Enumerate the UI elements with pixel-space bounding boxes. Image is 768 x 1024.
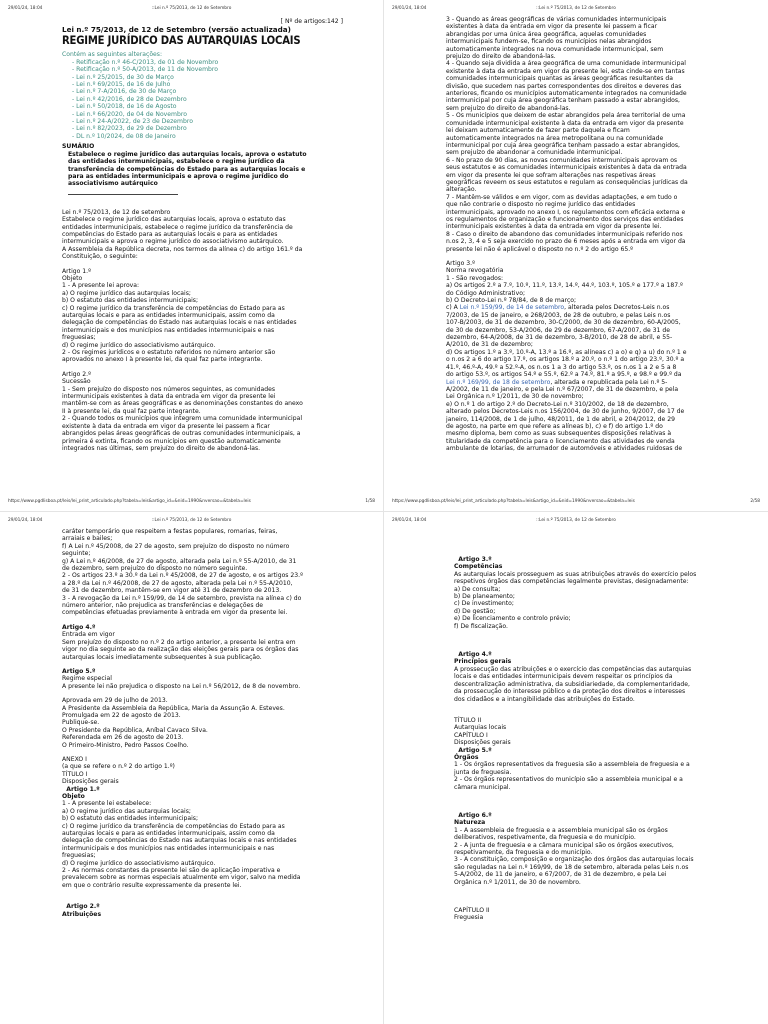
text-line: 7/2003, de 15 de janeiro, e 268/2003, de 28 de outubro, e pelas Leis n.os bbox=[446, 311, 671, 319]
text-line: Atribuições bbox=[62, 910, 102, 918]
text-line: Artigo 4.º bbox=[454, 651, 492, 659]
text-line: f) A Lei n.º 45/2008, de 27 de agosto, sem prejuízo do disposto no número bbox=[62, 542, 290, 550]
text-line: alteração. bbox=[446, 186, 477, 194]
text-line: do Código Administrativo; bbox=[446, 289, 525, 297]
text-line: Artigo 1.º bbox=[62, 267, 91, 275]
blank-line bbox=[62, 661, 363, 668]
text-line: abrangidos pelas áreas geográficas de outras comunidades intermunicipais, a bbox=[62, 430, 301, 438]
law-body bbox=[454, 556, 748, 922]
print-date: 29/01/24, 18:04 bbox=[392, 518, 427, 523]
text-line: A Presidente da Assembleia da República, Maria da Assunção A. Esteves. bbox=[62, 704, 285, 712]
sumario-line: transferência de competências do Estado para as autarquias locais e bbox=[68, 165, 306, 173]
text-line: b) O Decreto-Lei n.º 78/84, de 8 de março; bbox=[446, 297, 577, 305]
text-line: Artigo 2.º bbox=[62, 370, 91, 378]
law-heading: REGIME JURÍDICO DAS AUTARQUIAS LOCAIS bbox=[62, 34, 301, 48]
text-line: de agosto, na parte em que refere as alíneas b), c) e f) do artigo 1.º do bbox=[446, 422, 663, 430]
document-page-4 bbox=[384, 512, 768, 1024]
text-line: 1 - A presente lei estabelece: bbox=[62, 800, 152, 808]
text-line: freguesias; bbox=[62, 852, 96, 860]
blank-line bbox=[454, 637, 748, 644]
alteration-link[interactable]: - Retificação n.º 46-C/2013, de 01 de Novembro bbox=[72, 58, 219, 66]
text-line: ambulante de lotarias, de arrumador de automóveis e atividades ruidosas de bbox=[446, 445, 683, 453]
text-line: 1 - Sem prejuízo do disposto nos números seguintes, as comunidades bbox=[62, 385, 276, 393]
text-line: f) De fiscalização. bbox=[454, 622, 508, 630]
text-line: intermunicipais e dos municípios nas entidades intermunicipais e nas bbox=[62, 326, 275, 334]
text-line: abrangidas por uma única área geográfica, aquelas comunidades bbox=[446, 30, 647, 38]
text-line: a) O regime jurídico das autarquias locais; bbox=[62, 807, 191, 815]
text-line: dezembro, 64-A/2008, de 31 de dezembro, 3-B/2010, de 28 de abril, e 55- bbox=[446, 334, 673, 342]
text-line: comunidade intermunicipal existente à data da entrada em vigor da presente bbox=[446, 119, 684, 127]
sumario-line: para as entidades intermunicipais e aprova o regime jurídico do bbox=[68, 172, 289, 180]
text-line: dos cidadãos e a intangibilidade das atribuições do Estado. bbox=[454, 695, 635, 703]
document-page-2 bbox=[384, 0, 768, 512]
text-line: d) O regime jurídico do associativismo autárquico. bbox=[62, 859, 216, 867]
text-line: Constituição, o seguinte: bbox=[62, 253, 138, 261]
blank-line bbox=[454, 644, 748, 651]
blank-line bbox=[62, 896, 363, 903]
text-line: g) A Lei n.º 46/2008, de 27 de agosto, alterada pela Lei n.º 55-A/2010, de 31 bbox=[62, 557, 297, 565]
text-line: respetivos órgãos das competências legalmente previstas, designadamente: bbox=[454, 578, 689, 586]
text-line: deliberativos, respetivamente, da freguesia e do município. bbox=[454, 834, 636, 842]
text-line: anteriores, ficando os municípios automaticamente integrados na comunidade bbox=[446, 90, 687, 98]
text-line: a 28.º da Lei n.º 46/2008, de 27 de agosto, alterada pela Lei n.º 55-A/2010, bbox=[62, 579, 293, 587]
blank-line bbox=[446, 253, 748, 260]
text-line: 107-B/2003, de 31 de dezembro, 30-C/2000, de 30 de dezembro, 60-A/2005, bbox=[446, 319, 681, 327]
text-line: c) O regime jurídico da transferência de competências do Estado para as bbox=[62, 304, 285, 312]
text-line: alterado pelos Decretos-Leis n.os 156/2004, de 30 de junho, 9/2007, de 17 de bbox=[446, 408, 685, 416]
text-line: intermunicipal por cuja área geográfica tenham passado a estar abrangidos, bbox=[446, 97, 680, 105]
print-title: ::Lei n.º 75/2013, de 12 de Setembro bbox=[536, 518, 616, 523]
text-line: Promulgada em 22 de agosto de 2013. bbox=[62, 711, 181, 719]
text-line: TÍTULO II bbox=[454, 716, 482, 724]
text-line: intermunicipal por cuja área geográfica tenham passado a estar abrangidos, bbox=[446, 141, 680, 149]
blank-line bbox=[454, 630, 748, 637]
text-line: Artigo 5.º bbox=[454, 746, 492, 754]
sumario-line: associativismo autárquico bbox=[68, 180, 158, 188]
text-line: que não contrarie o disposto no regime jurídico das entidades bbox=[446, 201, 636, 209]
page-header bbox=[392, 6, 760, 14]
law-title: Lei n.º 75/2013, de 12 de Setembro (versão actualizada) bbox=[62, 25, 291, 35]
print-title: ::Lei n.º 75/2013, de 12 de Setembro bbox=[151, 518, 232, 523]
law-body bbox=[62, 209, 363, 453]
text-line: 5 - Os municípios que deixem de estar abrangidos pela área territorial de uma bbox=[446, 112, 686, 120]
text-line: Entrada em vigor bbox=[62, 631, 115, 639]
text-line: d) O regime jurídico do associativismo autárquico. bbox=[62, 341, 216, 349]
text-line: a) De consulta; bbox=[454, 585, 501, 593]
text-line: Competências bbox=[454, 563, 503, 571]
text-line: locais e das entidades intermunicipais devem respeitar os princípios da bbox=[454, 673, 673, 681]
text-line: a) O regime jurídico das autarquias locais; bbox=[62, 289, 191, 297]
text-line: seus estatutos e as comunidades intermunicipais existentes à data da entrada bbox=[446, 164, 687, 172]
alteration-link[interactable]: - Lei n.º 24-A/2022, de 23 de Dezembro bbox=[72, 118, 193, 126]
text-line: CAPÍTULO I bbox=[454, 731, 488, 739]
page-url: https://www.pgdlisboa.pt/leis/lei_print_articulado.php?tabela=leis&artigo_id=&nid=1990&nversao=&tabela=leis bbox=[8, 499, 251, 504]
text-line: e) O n.º 1 do artigo 2.º do Decreto-Lei n.º 310/2002, de 18 de dezembro, bbox=[446, 400, 669, 408]
text-line: a) Os artigos 2.º a 7.º, 10.º, 11.º, 13.º, 14.º, 44.º, 103.º, 105.º e 177.º a 187.º bbox=[446, 282, 683, 290]
text-line: intermunicipais e aprova o regime jurídico do associativismo autárquico. bbox=[62, 238, 284, 246]
blank-line bbox=[454, 703, 748, 710]
text-line: câmara municipal. bbox=[454, 783, 511, 791]
text-line: delegação de competências do Estado nas autarquias locais e nas entidades bbox=[62, 837, 297, 845]
text-line: Sucessão bbox=[62, 378, 91, 386]
print-date: 29/01/24, 18:04 bbox=[8, 518, 43, 523]
text-line: 1 - A presente lei aprova: bbox=[62, 282, 140, 290]
text-line: O Presidente da República, Aníbal Cavaco Silva. bbox=[62, 726, 208, 734]
text-line: 2 - Os regimes jurídicos e o estatuto referidos no número anterior são bbox=[62, 349, 276, 357]
text-line: Regime especial bbox=[62, 675, 112, 683]
text-line: existente à data da entrada em vigor da presente lei, esta cinde-se em tantas bbox=[446, 67, 685, 75]
text-line: 2 - Os órgãos representativos do município são a assembleia municipal e a bbox=[454, 776, 683, 784]
text-line: Referendada em 26 de agosto de 2013. bbox=[62, 734, 184, 742]
text-line: Lei Orgânica n.º 1/2011, de 30 de novembro; bbox=[446, 393, 584, 401]
text-line: prevalecem sobre as normas especiais atualmente em vigor, salvo na medida bbox=[62, 874, 301, 882]
text-line: arraiais e bailes; bbox=[62, 535, 113, 543]
text-line: titularidade da competência para o licenciamento das atividades de venda bbox=[446, 437, 675, 445]
text-line: intermunicipais existentes à data da entrada em vigor da presente lei. bbox=[446, 223, 662, 231]
text-line: sem prejuízo do direito de abandoná-las. bbox=[446, 104, 571, 112]
print-date: 29/01/24, 18:04 bbox=[392, 6, 427, 11]
text-line: A/2010, de 31 de dezembro; bbox=[446, 341, 533, 349]
alterations-list bbox=[62, 59, 363, 140]
alteration-link[interactable]: - Lei n.º 25/2015, de 30 de Março bbox=[72, 73, 174, 81]
text-line: intermunicipais e dos municípios nas entidades intermunicipais e nas bbox=[62, 844, 275, 852]
text-line: Princípios gerais bbox=[454, 658, 512, 666]
page-header bbox=[392, 518, 760, 526]
text-line: d) Os artigos 1.º a 3.º, 10.º-A, 13.º a 16.º, as alíneas c) a o) e q) a u) do n.º 1 e bbox=[446, 348, 687, 356]
sumario-line: das entidades intermunicipais, estabelece o regime jurídico da bbox=[68, 158, 285, 166]
text-line: d) De gestão; bbox=[454, 607, 496, 615]
blank-line bbox=[62, 261, 363, 268]
text-line: comunidades intermunicipais quantas as áreas geográficas resultantes da bbox=[446, 75, 673, 83]
page-content bbox=[454, 556, 748, 922]
text-line: Artigo 6.º bbox=[454, 811, 492, 819]
text-line: Publique-se. bbox=[62, 719, 100, 727]
text-line: intermunicipais fundem-se, ficando os municípios nelas abrangidos bbox=[446, 38, 652, 46]
text-line: em que o contrário resulte expressamente da presente lei. bbox=[62, 881, 242, 889]
text-line: primeira é extinta, ficando os municípios em questão automaticamente bbox=[62, 437, 281, 445]
text-line: caráter temporário que respeitem a festas populares, romarias, feiras, bbox=[62, 528, 278, 535]
alteration-link[interactable]: - Lei n.º 7-A/2016, de 30 de Março bbox=[72, 88, 177, 96]
text-line: b) O estatuto das entidades intermunicipais; bbox=[62, 297, 199, 305]
page-footer bbox=[392, 499, 760, 507]
text-line: autarquias locais e para as entidades intermunicipais, assim como da bbox=[62, 830, 275, 838]
text-line: O Primeiro-Ministro, Pedro Passos Coelho. bbox=[62, 741, 189, 749]
alteration-link[interactable]: - DL n.º 10/2024, de 08 de Janeiro bbox=[72, 132, 176, 140]
text-line: 3 - A revogação da Lei n.º 159/99, de 14 de setembro, prevista na alínea c) do bbox=[62, 594, 302, 602]
text-line: número anterior, não prejudica as transferências e delegações de bbox=[62, 602, 264, 610]
text-line: ANEXO I bbox=[62, 755, 87, 763]
sumario-line: Estabelece o regime jurídico das autarquias locais, aprova o estatuto bbox=[68, 150, 307, 158]
alteration-link[interactable]: - Lei n.º 50/2018, de 16 de Agosto bbox=[72, 103, 177, 111]
page-number: 1/58 bbox=[365, 499, 375, 504]
text-line: 4 - Quando seja dividida a área geográfica de uma comunidade intermunicipal bbox=[446, 60, 686, 68]
text-line: b) De planeamento; bbox=[454, 593, 515, 601]
text-line: 8 - Caso o direito de abandono das comunidades intermunicipais referido nos bbox=[446, 230, 683, 238]
alteration-link[interactable]: - Lei n.º 82/2023, de 29 de Dezembro bbox=[72, 125, 187, 133]
page-header bbox=[8, 6, 375, 14]
text-line: 3 - A constituição, composição e organização dos órgãos das autarquias locais bbox=[454, 856, 694, 864]
text-line: de 30 de dezembro, 53-A/2006, de 29 de dezembro, 67-A/2007, de 31 de bbox=[446, 326, 670, 334]
blank-line bbox=[62, 690, 363, 697]
text-line: c) O regime jurídico da transferência de competências do Estado para as bbox=[62, 822, 285, 830]
text-line: A/2002, de 11 de janeiro, e pela Lei n.º 67/2007, de 31 de dezembro, e pela bbox=[446, 385, 679, 393]
text-line: As autarquias locais prosseguem as suas atribuições através do exercício pelos bbox=[454, 570, 697, 578]
text-line: A prossecução das atribuições e o exercício das competências das autarquias bbox=[454, 665, 692, 673]
text-line: Norma revogatória bbox=[446, 267, 504, 275]
blank-line bbox=[62, 617, 363, 624]
text-line: TÍTULO I bbox=[62, 770, 88, 778]
text-line: integrados nas últimas, sem prejuízo do direito de abandoná-las. bbox=[62, 444, 261, 452]
text-line: Artigo 3.º bbox=[454, 556, 492, 563]
text-line: b) O estatuto das entidades intermunicipais; bbox=[62, 815, 199, 823]
text-line: divisão, que sucedem nas partes correspondentes dos direitos e deveres das bbox=[446, 82, 682, 90]
blank-line bbox=[454, 791, 748, 798]
alteration-link[interactable]: - Lei n.º 42/2016, de 28 de Dezembro bbox=[72, 95, 187, 103]
alteration-link[interactable]: - Retificação n.º 50-A/2013, de 11 de Novembro bbox=[72, 66, 218, 74]
text-line: delegação de competências do Estado nas autarquias locais e nas entidades bbox=[62, 319, 297, 327]
text-line: Lei n.º 75/2013, de 12 de setembro bbox=[62, 208, 171, 216]
text-line: Lei n.º 169/99, de 18 de setembro, alterada e republicada pela Lei n.º 5- bbox=[446, 378, 668, 386]
print-title: ::Lei n.º 75/2013, de 12 de Setembro bbox=[151, 6, 232, 11]
text-line: mesmo diploma, bem como as suas subsequentes disposições relativas à bbox=[446, 430, 672, 438]
text-line: A Assembleia da República decreta, nos termos da alínea c) do artigo 161.º da bbox=[62, 245, 303, 253]
text-line: 2 - Quando todos os municípios que integrem uma comunidade intermunicipal bbox=[62, 415, 303, 423]
text-line: 2 - Os artigos 23.º a 30.º da Lei n.º 45/2008, de 27 de agosto, e os artigos 23.º bbox=[62, 572, 303, 580]
text-line: Aprovada em 29 de julho de 2013. bbox=[62, 697, 168, 705]
blank-line bbox=[454, 798, 748, 805]
text-line: vigor no dia seguinte ao da realização das eleições gerais para os órgãos das bbox=[62, 646, 299, 654]
text-line: Disposições gerais bbox=[62, 778, 119, 786]
text-line: intermunicipais existentes à data da entrada em vigor da presente lei bbox=[62, 393, 276, 401]
text-line: automaticamente integrados na área metropolitana ou na comunidade bbox=[446, 134, 664, 142]
text-line: c) A Lei n.º 159/99, de 14 de setembro, alterada pelos Decretos-Leis n.os bbox=[446, 304, 670, 312]
text-line: c) De investimento; bbox=[454, 600, 514, 608]
text-line: aprovados no anexo I à presente lei, da qual faz parte integrante. bbox=[62, 356, 263, 364]
text-line: 1 - Os órgãos representativos da freguesia são a assembleia de freguesia e a bbox=[454, 761, 690, 769]
blank-line bbox=[454, 900, 748, 907]
text-line: Disposições gerais bbox=[454, 739, 511, 747]
article-count: [ Nº de artigos:142 ] bbox=[280, 18, 343, 25]
page-footer bbox=[8, 499, 375, 507]
page-content bbox=[446, 16, 748, 453]
alterations-label: Contém as seguintes alterações: bbox=[62, 51, 163, 59]
text-line: Natureza bbox=[454, 819, 486, 827]
text-line: e) De licenciamento e controlo prévio; bbox=[454, 615, 571, 623]
text-line: intermunicipais, aprovado no anexo I, os regulamentos com eficácia externa e bbox=[446, 208, 686, 216]
text-line: 3 - Quando as áreas geográficas de várias comunidades intermunicipais bbox=[446, 16, 667, 23]
page-number: 2/58 bbox=[750, 499, 760, 504]
text-line: autarquias locais e para as entidades intermunicipais, assim como da bbox=[62, 312, 275, 319]
text-line: Autarquias locais bbox=[454, 724, 507, 732]
page-header bbox=[8, 518, 375, 526]
blank-line bbox=[454, 893, 748, 900]
text-line: automaticamente integrados na nova comunidade intermunicipal, sem bbox=[446, 45, 664, 53]
text-line: do artigo 53.º, os artigos 54.º e 55.º, 62.º a 74.º, 81.º a 95.º, e 98.º e 99.º da bbox=[446, 371, 682, 379]
text-line: Artigo 2.º bbox=[62, 903, 100, 911]
text-line: 6 - No prazo de 90 dias, as novas comunidades intermunicipais aprovam os bbox=[446, 156, 678, 164]
law-link[interactable]: Lei n.º 169/99, de 18 de setembro bbox=[446, 378, 551, 386]
text-line: 7 - Mantêm-se válidos e em vigor, com as devidas adaptações, e em tudo o bbox=[446, 193, 678, 201]
blank-line bbox=[454, 805, 748, 812]
text-line: presente lei não é aplicável o disposto no n.º 2 do artigo 65.º bbox=[446, 245, 634, 253]
document-page-3 bbox=[0, 512, 384, 1024]
law-body bbox=[446, 16, 748, 453]
text-line: Artigo 1.º bbox=[62, 785, 100, 793]
blank-line bbox=[454, 710, 748, 717]
text-line: em vigor da presente lei que sofram alterações nas respetivas áreas bbox=[446, 171, 656, 179]
text-line: respetivamente, da freguesia e do município. bbox=[454, 849, 593, 856]
alteration-link[interactable]: - Lei n.º 69/2015, de 16 de Julho bbox=[72, 81, 171, 89]
divider bbox=[68, 194, 178, 195]
text-line: 2 - As normas constantes da presente lei são de aplicação imperativa e bbox=[62, 867, 281, 875]
text-line: de dezembro, sem prejuízo do disposto no número seguinte. bbox=[62, 565, 248, 573]
text-line: II à presente lei, da qual faz parte integrante. bbox=[62, 407, 201, 415]
text-line: Freguesia bbox=[454, 914, 484, 922]
text-line: competências do Estado para as autarquias locais e para as entidades bbox=[62, 230, 278, 238]
text-line: (a que se refere o n.º 2 do artigo 1.º) bbox=[62, 763, 175, 771]
print-date: 29/01/24, 18:04 bbox=[8, 6, 43, 11]
text-line: o n.os 2 a 6 do artigo 17.º, os artigos 18.º a 20.º, o n.º 1 do artigo 23.º, 30.º a bbox=[446, 356, 685, 364]
text-line: existente à data da entrada em vigor da presente lei passem a ficar bbox=[62, 422, 270, 430]
law-link[interactable]: Lei n.º 159/99, de 14 de setembro bbox=[459, 304, 565, 312]
sumario-label: SUMÁRIO bbox=[62, 143, 95, 151]
text-line: autarquias locais imediatamente subsequentes à sua publicação. bbox=[62, 653, 262, 661]
text-line: Objeto bbox=[62, 793, 85, 800]
text-line: A presente lei não prejudica o disposto na Lei n.º 56/2012, de 8 de novembro. bbox=[62, 682, 301, 690]
text-line: Artigo 5.º bbox=[62, 667, 96, 675]
text-line: Artigo 3.º bbox=[446, 260, 475, 267]
blank-line bbox=[62, 364, 363, 371]
page-url: https://www.pgdlisboa.pt/leis/lei_print_articulado.php?tabela=leis&artigo_id=&nid=1990&nversao=&tabela=leis bbox=[392, 499, 635, 504]
document-page-1 bbox=[0, 0, 384, 512]
text-line: de 31 de dezembro, mantêm-se em vigor até 31 de dezembro de 2013. bbox=[62, 587, 282, 595]
text-line: Órgãos bbox=[454, 753, 479, 761]
text-line: Sem prejuízo do disposto no n.º 2 do artigo anterior, a presente lei entra em bbox=[62, 638, 296, 646]
text-line: mantêm-se com as áreas geográficas e as denominações constantes do anexo bbox=[62, 400, 303, 408]
page-content bbox=[62, 18, 363, 452]
text-line: n.os 2, 3, 4 e 5 seja exercido no prazo de 6 meses após a entrada em vigor da bbox=[446, 238, 686, 246]
text-line: geográficas reveem os seus estatutos e regulam as consequências jurídicas da bbox=[446, 178, 688, 186]
print-title: ::Lei n.º 75/2013, de 12 de Setembro bbox=[536, 6, 616, 11]
text-line: lei deixam automaticamente de fazer parte daquela e ficam bbox=[446, 127, 630, 135]
text-line: 5-A/2002, de 11 de janeiro, e 67/2007, de 31 de dezembro, e pela Lei bbox=[454, 871, 667, 879]
text-line: seguinte; bbox=[62, 550, 91, 558]
text-line: entidades intermunicipais, estabelece o regime jurídico da transferência de bbox=[62, 223, 293, 231]
law-body bbox=[62, 528, 363, 918]
text-line: descentralização administrativa, da subsidiariedade, da complementaridade, bbox=[454, 680, 690, 688]
text-line: Artigo 4.º bbox=[62, 623, 96, 631]
text-line: são reguladas na Lei n.º 169/99, de 18 de setembro, alterada pelas Leis n.os bbox=[454, 863, 689, 871]
text-line: 2 - A junta de freguesia e a câmara municipal são os órgãos executivos, bbox=[454, 841, 674, 849]
text-line: Objeto bbox=[62, 274, 83, 282]
text-line: 41.º, 46.º-A, 49.º a 52.º-A, os n.os 1 a 3 do artigo 53.º, os n.os 1 a 2 e 5 a 8 bbox=[446, 363, 677, 371]
text-line: da prossecução do interesse público e da proteção dos direitos e interesses bbox=[454, 688, 686, 696]
text-line: existentes à data da entrada em vigor da presente lei passem a ficar bbox=[446, 23, 658, 31]
text-line: CAPÍTULO II bbox=[454, 907, 490, 915]
text-line: 1 - São revogados: bbox=[446, 274, 504, 282]
text-line: Orgânica n.º 1/2011, de 30 de novembro. bbox=[454, 878, 581, 886]
text-line: prejuízo do direito de abandoná-las. bbox=[446, 53, 556, 61]
blank-line bbox=[62, 889, 363, 896]
blank-line bbox=[454, 886, 748, 893]
text-line: sem prejuízo de abandonar a comunidade intermunicipal. bbox=[446, 149, 623, 157]
text-line: competências efetuadas previamente à entrada em vigor da presente lei. bbox=[62, 609, 288, 617]
blank-line bbox=[62, 749, 363, 756]
text-line: freguesias; bbox=[62, 334, 96, 342]
alteration-link[interactable]: - Lei n.º 66/2020, de 04 de Novembro bbox=[72, 110, 187, 118]
text-line: 1 - A assembleia de freguesia e a assembleia municipal são os órgãos bbox=[454, 826, 668, 834]
text-line: os regulamentos de organização e funcionamento dos serviços das entidades bbox=[446, 215, 684, 223]
text-line: janeiro, 114/2008, de 1 de julho, 48/2011, de 1 de abril, e 204/2012, de 29 bbox=[446, 415, 675, 423]
sumario-text bbox=[62, 151, 363, 188]
text-line: Estabelece o regime jurídico das autarquias locais, aprova o estatuto das bbox=[62, 216, 286, 224]
page-content bbox=[62, 528, 363, 918]
text-line: junta de freguesia. bbox=[454, 768, 512, 776]
